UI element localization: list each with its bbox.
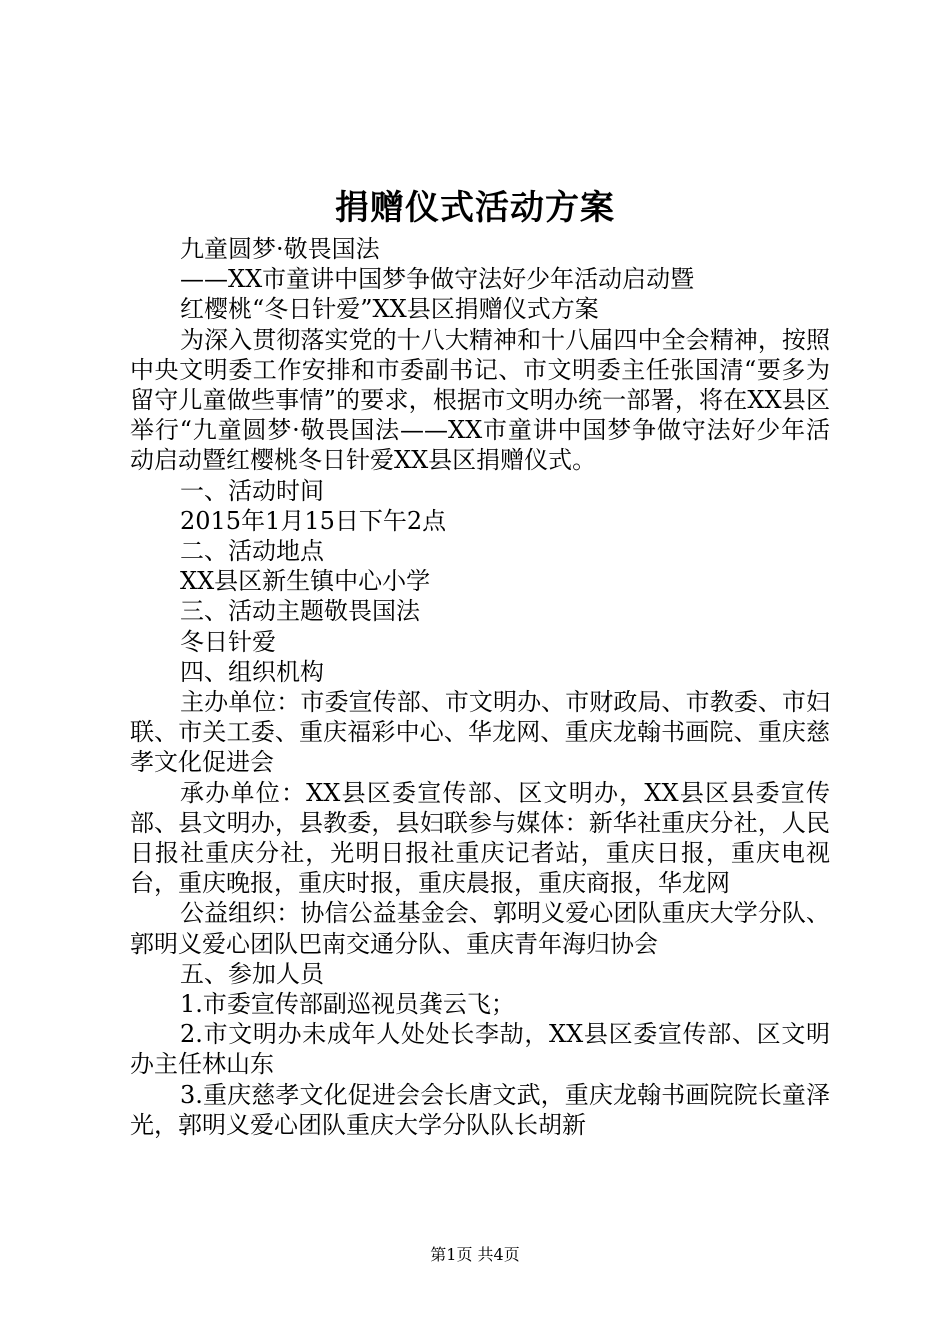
- event-location: XX县区新生镇中心小学: [180, 567, 431, 596]
- section-heading-location: 二、活动地点: [180, 537, 324, 566]
- subtitle-line-3: 红樱桃“冬日针爱”XX县区捐赠仪式方案: [180, 295, 599, 324]
- event-theme: 冬日针爱: [180, 627, 276, 656]
- subtitle-line-2: ——XX市童讲中国梦争做守法好少年活动启动暨: [180, 265, 695, 294]
- organizers-paragraph: 主办单位：市委宣传部、市文明办、市财政局、市教委、市妇联、市关工委、重庆福彩中心、华龙网、重庆龙翰书画院、重庆慈孝文化促进会: [130, 688, 830, 777]
- charity-orgs-paragraph: 公益组织：协信公益基金会、郭明义爱心团队重庆大学分队、郭明义爱心团队巴南交通分队、重庆青年海归协会: [130, 899, 830, 958]
- section-heading-participants: 五、参加人员: [180, 959, 324, 988]
- document-body: [130, 234, 830, 1140]
- section-heading-time: 一、活动时间: [180, 476, 324, 505]
- section-heading-theme: 三、活动主题敬畏国法: [180, 597, 420, 626]
- subtitle-line-1: 九童圆梦·敬畏国法: [180, 235, 380, 263]
- section-heading-organization: 四、组织机构: [180, 657, 324, 686]
- participant-item-1: 1.市委宣传部副巡视员龚云飞；: [180, 990, 515, 1019]
- intro-paragraph: 为深入贯彻落实党的十八大精神和十八届四中全会精神，按照中央文明委工作安排和市委副书记、市文明委主任张国清“要多为留守儿童做些事情”的要求，根据市文明办统一部署，将在XX县区举行“九童圆梦·敬畏国法——XX市童讲中国梦争做守法好少年活动启动暨红樱桃冬日针爱XX县区捐赠仪式。: [130, 325, 830, 475]
- page-footer: 第1页 共4页: [430, 1245, 520, 1264]
- document-title: 捐赠仪式活动方案: [335, 188, 615, 228]
- co-organizers-paragraph: 承办单位：XX县区委宣传部、区文明办，XX县区县委宣传部、县文明办，县教委，县妇联参与媒体：新华社重庆分社，人民日报社重庆分社，光明日报社重庆记者站，重庆日报，重庆电视台，重庆晚报，重庆时报，重庆晨报，重庆商报，华龙网: [130, 778, 830, 898]
- event-time: 2015年1月15日下午2点: [180, 506, 447, 535]
- participant-item-3: 3.重庆慈孝文化促进会会长唐文武，重庆龙翰书画院院长童泽光，郭明义爱心团队重庆大学分队队长胡新: [130, 1080, 830, 1139]
- participant-item-2: 2.市文明办未成年人处处长李劼，XX县区委宣传部、区文明办主任林山东: [130, 1020, 830, 1079]
